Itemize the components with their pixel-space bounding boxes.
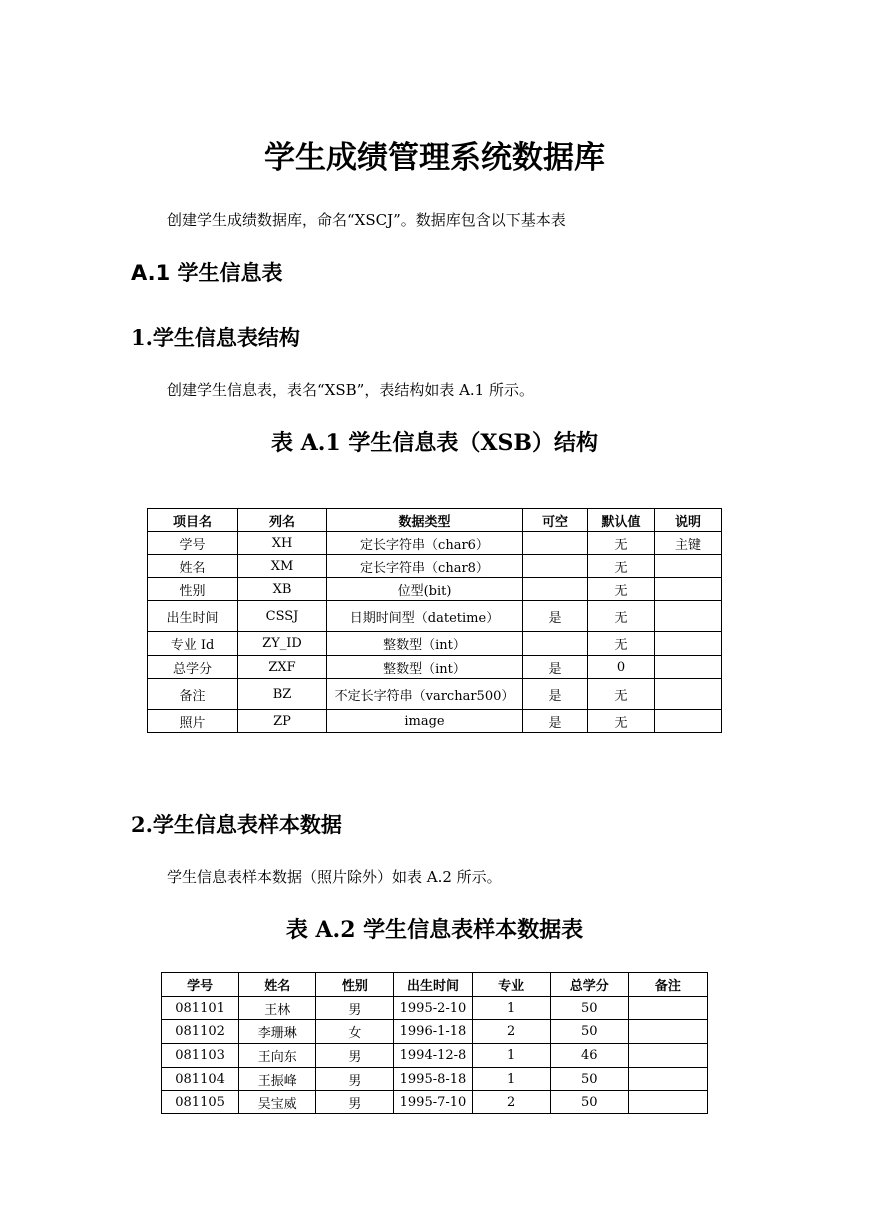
header-cell: 项目名 xyxy=(148,509,238,532)
table-cell: 整数型（int） xyxy=(327,632,523,656)
table-cell xyxy=(628,1091,707,1114)
table-row xyxy=(162,1020,708,1044)
table-row xyxy=(148,578,722,601)
table-row xyxy=(148,679,722,710)
table-cell: 1 xyxy=(472,1044,550,1068)
table-cell: 不定长字符串（varchar500） xyxy=(327,679,523,710)
table-cell: 2 xyxy=(472,1020,550,1044)
table-cell: 吴宝威 xyxy=(239,1091,316,1114)
table-cell: 50 xyxy=(550,1091,628,1114)
header-cell: 备注 xyxy=(628,973,707,997)
table-cell: 照片 xyxy=(148,710,238,733)
header-cell: 专业 xyxy=(472,973,550,997)
table-cell: 50 xyxy=(550,1068,628,1091)
table-cell: 无 xyxy=(588,601,655,632)
table-cell: 定长字符串（char6） xyxy=(327,532,523,555)
header-cell: 数据类型 xyxy=(327,509,523,532)
table-cell: image xyxy=(327,710,523,733)
table-row xyxy=(148,632,722,656)
table-cell: 日期时间型（datetime） xyxy=(327,601,523,632)
sample-data-table xyxy=(161,972,708,1114)
intro-paragraph: 创建学生成绩数据库，命名“XSCJ”。数据库包含以下基本表 xyxy=(167,211,566,229)
header-cell: 姓名 xyxy=(239,973,316,997)
table-row xyxy=(148,555,722,578)
header-cell: 总学分 xyxy=(550,973,628,997)
table-cell: 1 xyxy=(472,997,550,1020)
table-cell: 081104 xyxy=(162,1068,239,1091)
table-cell: 无 xyxy=(588,679,655,710)
table-cell: 46 xyxy=(550,1044,628,1068)
table-cell: 1 xyxy=(472,1068,550,1091)
table-cell: XM xyxy=(238,555,327,578)
table-cell: 是 xyxy=(523,679,588,710)
structure-table-header xyxy=(148,509,722,532)
table-cell: 2 xyxy=(472,1091,550,1114)
table-cell: 是 xyxy=(523,656,588,679)
structure-description: 创建学生信息表，表名“XSB”，表结构如表 A.1 所示。 xyxy=(167,381,534,399)
table-cell: 学号 xyxy=(148,532,238,555)
table-a2-caption: 表 A.2 学生信息表样本数据表 xyxy=(285,917,584,943)
header-cell: 性别 xyxy=(316,973,394,997)
table-cell: 081103 xyxy=(162,1044,239,1068)
table-cell: ZXF xyxy=(238,656,327,679)
table-row xyxy=(148,532,722,555)
table-cell: 无 xyxy=(588,710,655,733)
header-cell: 默认值 xyxy=(588,509,655,532)
header-cell: 列名 xyxy=(238,509,327,532)
table-cell: XB xyxy=(238,578,327,601)
header-cell: 出生时间 xyxy=(394,973,472,997)
table-cell: 性别 xyxy=(148,578,238,601)
table-cell: 出生时间 xyxy=(148,601,238,632)
table-cell: 男 xyxy=(316,1091,394,1114)
table-cell xyxy=(628,1020,707,1044)
table-cell: 女 xyxy=(316,1020,394,1044)
table-cell xyxy=(655,601,722,632)
table-cell: 是 xyxy=(523,601,588,632)
table-row xyxy=(162,1091,708,1114)
table-cell: 1995-7-10 xyxy=(394,1091,472,1114)
table-cell xyxy=(628,997,707,1020)
table-cell: 1994-12-8 xyxy=(394,1044,472,1068)
table-cell: 1995-2-10 xyxy=(394,997,472,1020)
table-cell: 081101 xyxy=(162,997,239,1020)
table-cell xyxy=(523,632,588,656)
table-cell: CSSJ xyxy=(238,601,327,632)
table-cell: 王振峰 xyxy=(239,1068,316,1091)
table-cell: BZ xyxy=(238,679,327,710)
table-cell: 081105 xyxy=(162,1091,239,1114)
sample-table-header xyxy=(162,973,708,997)
table-cell xyxy=(523,578,588,601)
table-cell xyxy=(655,555,722,578)
table-cell: 男 xyxy=(316,1044,394,1068)
table-cell: 主键 xyxy=(655,532,722,555)
table-cell: 1996-1-18 xyxy=(394,1020,472,1044)
table-cell: 整数型（int） xyxy=(327,656,523,679)
table-cell: 无 xyxy=(588,555,655,578)
table-row xyxy=(162,1044,708,1068)
subheading-table-structure: 1.学生信息表结构 xyxy=(131,325,300,350)
table-cell xyxy=(655,710,722,733)
table-cell: ZP xyxy=(238,710,327,733)
table-cell: 1995-8-18 xyxy=(394,1068,472,1091)
table-cell: 李珊琳 xyxy=(239,1020,316,1044)
table-row xyxy=(148,710,722,733)
table-cell: 位型(bit) xyxy=(327,578,523,601)
table-cell: 是 xyxy=(523,710,588,733)
table-row xyxy=(148,601,722,632)
table-cell xyxy=(523,555,588,578)
table-cell: 专业 Id xyxy=(148,632,238,656)
table-cell: 50 xyxy=(550,997,628,1020)
table-cell: 王向东 xyxy=(239,1044,316,1068)
header-cell: 说明 xyxy=(655,509,722,532)
table-a1-caption: 表 A.1 学生信息表（XSB）结构 xyxy=(271,430,598,456)
page-title: 学生成绩管理系统数据库 xyxy=(264,140,605,176)
table-cell: ZY_ID xyxy=(238,632,327,656)
table-cell: 081102 xyxy=(162,1020,239,1044)
table-cell: 总学分 xyxy=(148,656,238,679)
table-cell xyxy=(655,656,722,679)
table-cell: 0 xyxy=(588,656,655,679)
header-cell: 学号 xyxy=(162,973,239,997)
table-cell: 50 xyxy=(550,1020,628,1044)
table-cell: 备注 xyxy=(148,679,238,710)
table-cell xyxy=(655,632,722,656)
subheading-sample-data: 2.学生信息表样本数据 xyxy=(131,812,342,837)
table-cell: 男 xyxy=(316,1068,394,1091)
sample-data-description: 学生信息表样本数据（照片除外）如表 A.2 所示。 xyxy=(167,868,502,886)
table-cell: 定长字符串（char8） xyxy=(327,555,523,578)
section-heading-a1: A.1 学生信息表 xyxy=(131,261,283,285)
table-cell xyxy=(655,679,722,710)
table-row xyxy=(148,656,722,679)
table-cell: 王林 xyxy=(239,997,316,1020)
table-row xyxy=(162,1068,708,1091)
table-cell: 姓名 xyxy=(148,555,238,578)
table-cell: 男 xyxy=(316,997,394,1020)
table-cell xyxy=(523,532,588,555)
table-cell: 无 xyxy=(588,532,655,555)
structure-table xyxy=(147,508,722,733)
table-cell xyxy=(628,1044,707,1068)
table-cell: 无 xyxy=(588,578,655,601)
table-cell xyxy=(628,1068,707,1091)
table-cell: XH xyxy=(238,532,327,555)
table-cell xyxy=(655,578,722,601)
table-cell: 无 xyxy=(588,632,655,656)
header-cell: 可空 xyxy=(523,509,588,532)
table-row xyxy=(162,997,708,1020)
